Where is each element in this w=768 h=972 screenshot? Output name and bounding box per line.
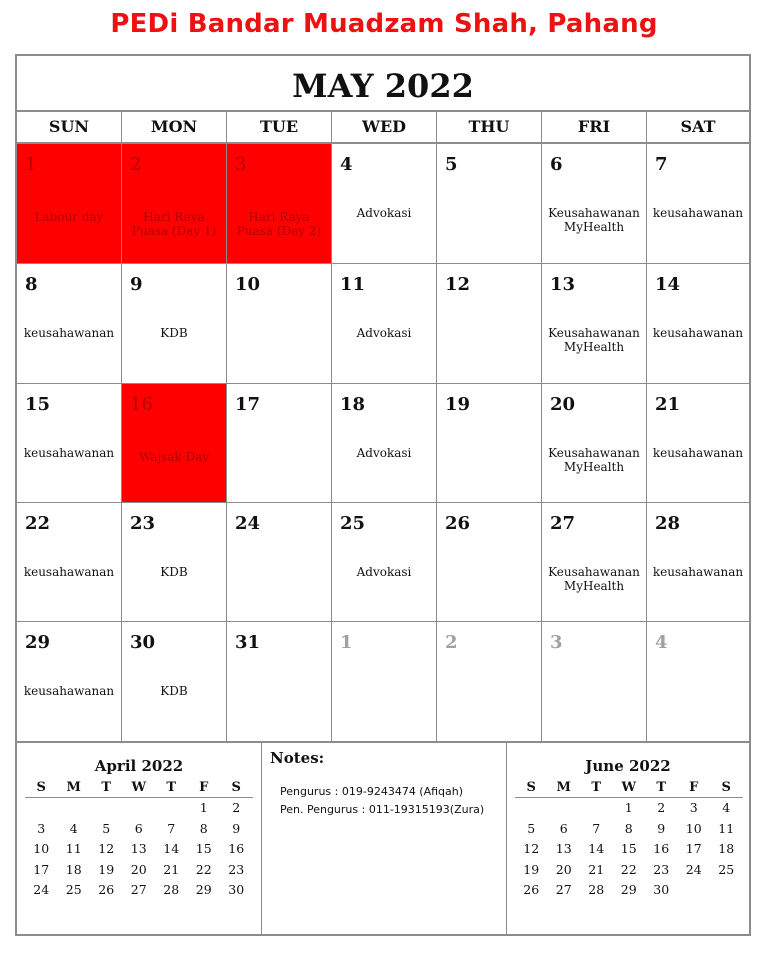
mini-day-cell: 10 — [685, 820, 702, 836]
day-number: 25 — [340, 513, 366, 534]
day-cell[interactable] — [542, 503, 647, 622]
day-number: 27 — [550, 513, 576, 534]
mini-day-cell: 24 — [685, 861, 702, 877]
day-of-week-label: WED — [332, 112, 437, 142]
mini-day-of-week: S — [710, 779, 743, 798]
day-number: 22 — [25, 513, 51, 534]
day-number: 13 — [550, 274, 576, 295]
day-event: KDB — [160, 684, 188, 698]
mini-day-cell: 5 — [527, 820, 536, 836]
mini-day-of-week: M — [58, 779, 91, 798]
mini-day-cell: 18 — [65, 861, 82, 877]
day-event: keusahawanan — [23, 326, 115, 340]
day-of-week-label: MON — [122, 112, 227, 142]
day-number: 28 — [655, 513, 681, 534]
day-of-week-label: FRI — [542, 112, 647, 142]
calendar-grid — [17, 144, 749, 742]
mini-day-cell — [580, 798, 613, 819]
day-number: 30 — [130, 632, 156, 653]
day-cell[interactable] — [332, 264, 437, 384]
mini-day-of-week: T — [155, 779, 188, 798]
day-cell[interactable] — [227, 503, 332, 622]
mini-day-cell: 6 — [559, 820, 568, 836]
mini-day-cell: 16 — [228, 841, 245, 856]
day-cell[interactable] — [542, 264, 647, 384]
day-number: 16 — [130, 394, 153, 415]
day-cell[interactable] — [647, 622, 749, 742]
day-cell-holiday[interactable] — [227, 144, 332, 264]
notes-title: Notes: — [270, 749, 325, 767]
day-number: 18 — [340, 394, 366, 415]
day-number: 1 — [25, 154, 37, 175]
mini-day-cell: 8 — [199, 820, 208, 836]
mini-day-cell: 2 — [232, 800, 241, 815]
mini-day-cell — [515, 798, 548, 819]
mini-day-cell — [678, 880, 711, 901]
mini-day-of-week: T — [90, 779, 123, 798]
mini-day-cell: 25 — [718, 861, 735, 877]
mini-day-cell: 26 — [523, 882, 540, 897]
mini-day-of-week: S — [220, 779, 253, 798]
mini-day-cell: 12 — [98, 841, 115, 856]
mini-day-cell: 19 — [523, 861, 540, 877]
mini-day-of-week: W — [123, 779, 156, 798]
day-number: 6 — [550, 154, 563, 175]
mini-day-of-week: T — [645, 779, 678, 798]
mini-day-of-week: S — [515, 779, 548, 798]
day-event: Advokasi — [356, 206, 412, 220]
day-cell[interactable] — [332, 622, 437, 742]
day-cell[interactable] — [437, 622, 542, 742]
mini-day-of-week: W — [613, 779, 646, 798]
mini-day-cell — [90, 798, 123, 819]
mini-day-cell: 25 — [65, 882, 82, 897]
day-of-week-label: SAT — [680, 117, 716, 136]
mini-day-cell: 19 — [98, 861, 115, 877]
mini-calendar-title: June 2022 — [585, 757, 671, 775]
mini-day-cell: 21 — [163, 861, 180, 877]
day-cell[interactable] — [122, 622, 227, 742]
mini-day-cell — [548, 798, 581, 819]
day-cell[interactable] — [332, 384, 437, 503]
day-event: Keusahawanan MyHealth — [548, 565, 640, 593]
mini-day-cell: 12 — [523, 841, 540, 856]
day-cell[interactable] — [227, 622, 332, 742]
day-event: Advokasi — [356, 446, 412, 460]
mini-day-cell: 22 — [195, 861, 212, 877]
day-cell[interactable] — [122, 264, 227, 384]
mini-day-cell: 9 — [232, 820, 241, 836]
day-number: 17 — [235, 394, 261, 415]
mini-day-of-week: F — [188, 779, 221, 798]
day-number: 12 — [445, 274, 471, 295]
day-cell[interactable] — [437, 384, 542, 503]
mini-day-cell: 13 — [130, 841, 147, 856]
mini-day-cell: 29 — [195, 882, 212, 897]
day-number: 3 — [235, 154, 247, 175]
day-event: KDB — [160, 326, 188, 340]
day-cell[interactable] — [17, 264, 122, 384]
mini-day-cell: 5 — [102, 820, 111, 836]
mini-day-cell: 18 — [718, 841, 735, 856]
mini-day-cell: 10 — [33, 841, 50, 856]
day-event: keusahawanan — [23, 446, 115, 460]
mini-calendar-grid — [515, 779, 743, 901]
day-number: 5 — [445, 154, 458, 175]
mini-day-of-week: T — [580, 779, 613, 798]
day-cell-holiday[interactable] — [17, 144, 122, 264]
day-cell[interactable] — [17, 503, 122, 622]
day-event: Hari Raya Puasa (Day 2) — [236, 210, 322, 238]
mini-day-cell: 1 — [199, 800, 208, 815]
day-cell[interactable] — [647, 503, 749, 622]
day-number: 19 — [445, 394, 471, 415]
day-number: 15 — [25, 394, 51, 415]
day-cell-holiday[interactable] — [122, 384, 227, 503]
note-line: Pen. Pengurus : 011-19315193(Zura) — [280, 803, 485, 816]
mini-day-cell: 17 — [685, 841, 702, 856]
page-title: PEDi Bandar Muadzam Shah, Pahang — [110, 9, 658, 39]
day-of-week-label: SUN — [17, 112, 122, 142]
day-event: Keusahawanan MyHealth — [548, 206, 640, 234]
mini-day-cell: 28 — [588, 882, 605, 897]
mini-day-cell: 6 — [134, 820, 143, 836]
mini-day-cell: 14 — [163, 841, 180, 856]
month-title: MAY 2022 — [17, 56, 749, 112]
day-event: Labour day — [34, 210, 104, 224]
mini-day-cell: 8 — [624, 820, 633, 836]
mini-day-cell — [25, 798, 58, 819]
mini-day-cell — [123, 798, 156, 819]
mini-day-cell: 7 — [167, 820, 176, 836]
day-cell[interactable] — [647, 384, 749, 503]
mini-day-cell: 27 — [130, 882, 147, 897]
mini-day-cell: 11 — [65, 841, 82, 856]
day-cell[interactable] — [332, 144, 437, 264]
day-number: 2 — [130, 154, 142, 175]
day-event: Keusahawanan MyHealth — [548, 446, 640, 474]
note-line: Pengurus : 019-9243474 (Afiqah) — [280, 785, 464, 798]
mini-day-cell — [710, 880, 743, 901]
day-cell[interactable] — [227, 384, 332, 503]
mini-day-cell — [155, 798, 188, 819]
day-cell[interactable] — [122, 503, 227, 622]
day-number: 24 — [235, 513, 261, 534]
day-number: 4 — [655, 632, 668, 653]
day-number: 31 — [235, 632, 261, 653]
mini-day-cell: 24 — [33, 882, 50, 897]
day-event: KDB — [160, 565, 188, 579]
day-of-week-header — [17, 112, 749, 144]
month-calendar — [15, 54, 751, 936]
day-event: keusahawanan — [652, 565, 744, 579]
mini-day-cell: 26 — [98, 882, 115, 897]
day-cell[interactable] — [542, 384, 647, 503]
day-number: 3 — [550, 632, 563, 653]
day-number: 4 — [340, 154, 353, 175]
calendar-footer — [17, 742, 749, 934]
mini-day-cell: 29 — [620, 882, 637, 897]
day-cell[interactable] — [542, 144, 647, 264]
mini-day-cell: 23 — [653, 861, 670, 877]
day-cell[interactable] — [437, 264, 542, 384]
day-number: 14 — [655, 274, 681, 295]
mini-calendar-title: April 2022 — [94, 757, 184, 775]
mini-day-cell: 2 — [657, 800, 666, 815]
day-event: keusahawanan — [652, 326, 744, 340]
day-cell[interactable] — [647, 144, 749, 264]
mini-calendar-grid — [25, 779, 253, 901]
mini-day-cell: 11 — [718, 820, 735, 836]
mini-day-of-week: M — [548, 779, 581, 798]
day-number: 9 — [130, 274, 143, 295]
notes-section — [262, 743, 506, 934]
mini-day-cell: 15 — [195, 841, 212, 856]
mini-day-cell: 14 — [588, 841, 605, 856]
mini-day-cell: 22 — [620, 861, 637, 877]
day-event: keusahawanan — [23, 565, 115, 579]
day-cell[interactable] — [17, 384, 122, 503]
mini-day-cell: 1 — [624, 800, 633, 815]
day-event: keusahawanan — [652, 446, 744, 460]
mini-day-cell: 13 — [555, 841, 572, 856]
mini-day-cell: 4 — [69, 820, 78, 836]
mini-day-cell: 27 — [555, 882, 572, 897]
day-number: 26 — [445, 513, 471, 534]
mini-day-cell: 4 — [722, 800, 731, 815]
mini-day-cell: 20 — [130, 861, 147, 877]
day-cell-holiday[interactable] — [122, 144, 227, 264]
day-number: 2 — [445, 632, 458, 653]
mini-day-cell: 16 — [653, 841, 670, 856]
day-number: 8 — [25, 274, 38, 295]
day-cell[interactable] — [17, 622, 122, 742]
day-number: 21 — [655, 394, 681, 415]
day-cell[interactable] — [227, 264, 332, 384]
day-number: 1 — [340, 632, 353, 653]
mini-day-cell — [58, 798, 91, 819]
mini-calendar-june — [506, 743, 749, 934]
day-event: Hari Raya Puasa (Day 1) — [131, 210, 217, 238]
mini-day-cell: 17 — [33, 861, 50, 877]
mini-day-cell: 9 — [657, 820, 666, 836]
mini-day-cell: 3 — [37, 820, 46, 836]
day-cell[interactable] — [332, 503, 437, 622]
mini-day-cell: 20 — [555, 861, 572, 877]
day-number: 23 — [130, 513, 156, 534]
mini-day-cell: 23 — [228, 861, 245, 877]
day-number: 29 — [25, 632, 51, 653]
mini-day-of-week: F — [678, 779, 711, 798]
day-number: 11 — [340, 274, 366, 295]
mini-calendar-april — [17, 743, 262, 934]
mini-day-cell: 21 — [588, 861, 605, 877]
day-number: 10 — [235, 274, 261, 295]
mini-day-cell: 28 — [163, 882, 180, 897]
mini-day-cell: 15 — [620, 841, 637, 856]
day-cell[interactable] — [542, 622, 647, 742]
day-cell[interactable] — [437, 503, 542, 622]
mini-day-cell: 7 — [592, 820, 601, 836]
day-cell[interactable] — [647, 264, 749, 384]
day-cell[interactable] — [437, 144, 542, 264]
day-event: Wajsak Day — [138, 450, 210, 464]
day-event: Advokasi — [356, 565, 412, 579]
day-event: keusahawanan — [23, 684, 115, 698]
day-number: 7 — [655, 154, 668, 175]
mini-day-cell: 30 — [228, 882, 245, 897]
day-event: Advokasi — [356, 326, 412, 340]
mini-day-of-week: S — [25, 779, 58, 798]
day-event: Keusahawanan MyHealth — [548, 326, 640, 354]
day-of-week-label: TUE — [227, 112, 332, 142]
mini-day-cell: 30 — [653, 882, 670, 897]
day-number: 20 — [550, 394, 576, 415]
day-of-week-label: THU — [437, 112, 542, 142]
day-event: keusahawanan — [652, 206, 744, 220]
mini-day-cell: 3 — [689, 800, 698, 815]
